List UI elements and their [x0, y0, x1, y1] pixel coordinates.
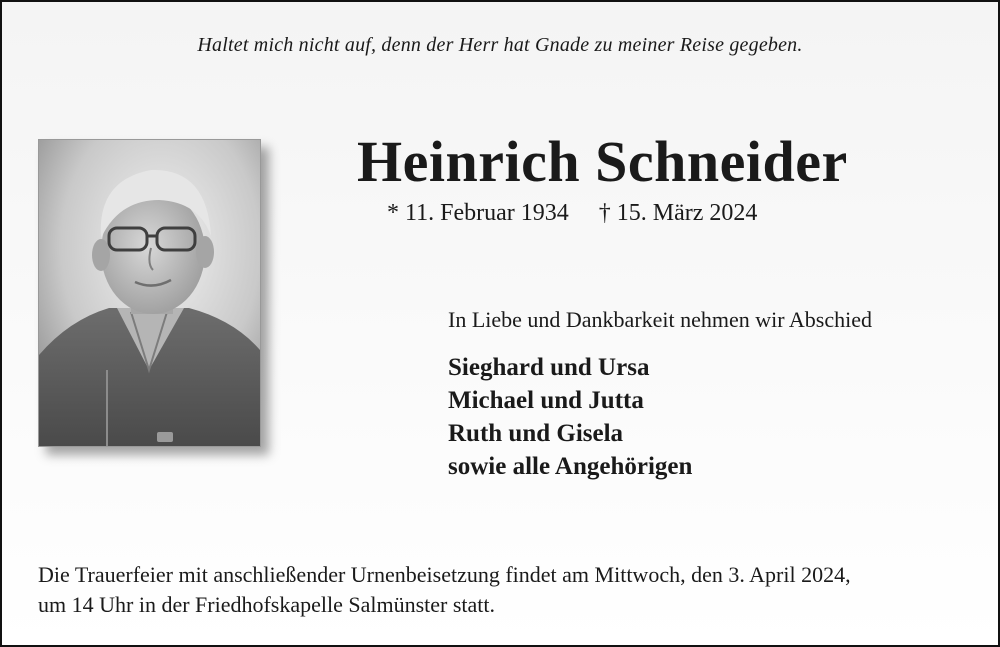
- birth-date: * 11. Februar 1934: [387, 200, 569, 226]
- funeral-notice-line-2: um 14 Uhr in der Friedhofskapelle Salmünster statt.: [38, 592, 496, 617]
- funeral-notice: [38, 560, 978, 620]
- farewell-intro: In Liebe und Dankbarkeit nehmen wir Abschied: [448, 307, 872, 332]
- mourner-line: Michael und Jutta: [448, 387, 644, 414]
- death-date: † 15. März 2024: [598, 200, 758, 226]
- funeral-notice-line-1: Die Trauerfeier mit anschließender Urnenbeisetzung findet am Mittwoch, den 3. April 2024,: [38, 562, 851, 587]
- portrait-photo: [38, 139, 261, 447]
- mourner-line: sowie alle Angehörigen: [448, 453, 693, 480]
- mourner-line: Sieghard und Ursa: [448, 354, 650, 381]
- mourners-list: [448, 351, 692, 483]
- deceased-name: Heinrich Schneider: [357, 129, 848, 194]
- bible-quote: Haltet mich nicht auf, denn der Herr hat Gnade zu meiner Reise gegeben.: [197, 34, 803, 56]
- life-dates: [387, 200, 757, 227]
- mourner-line: Ruth und Gisela: [448, 420, 624, 447]
